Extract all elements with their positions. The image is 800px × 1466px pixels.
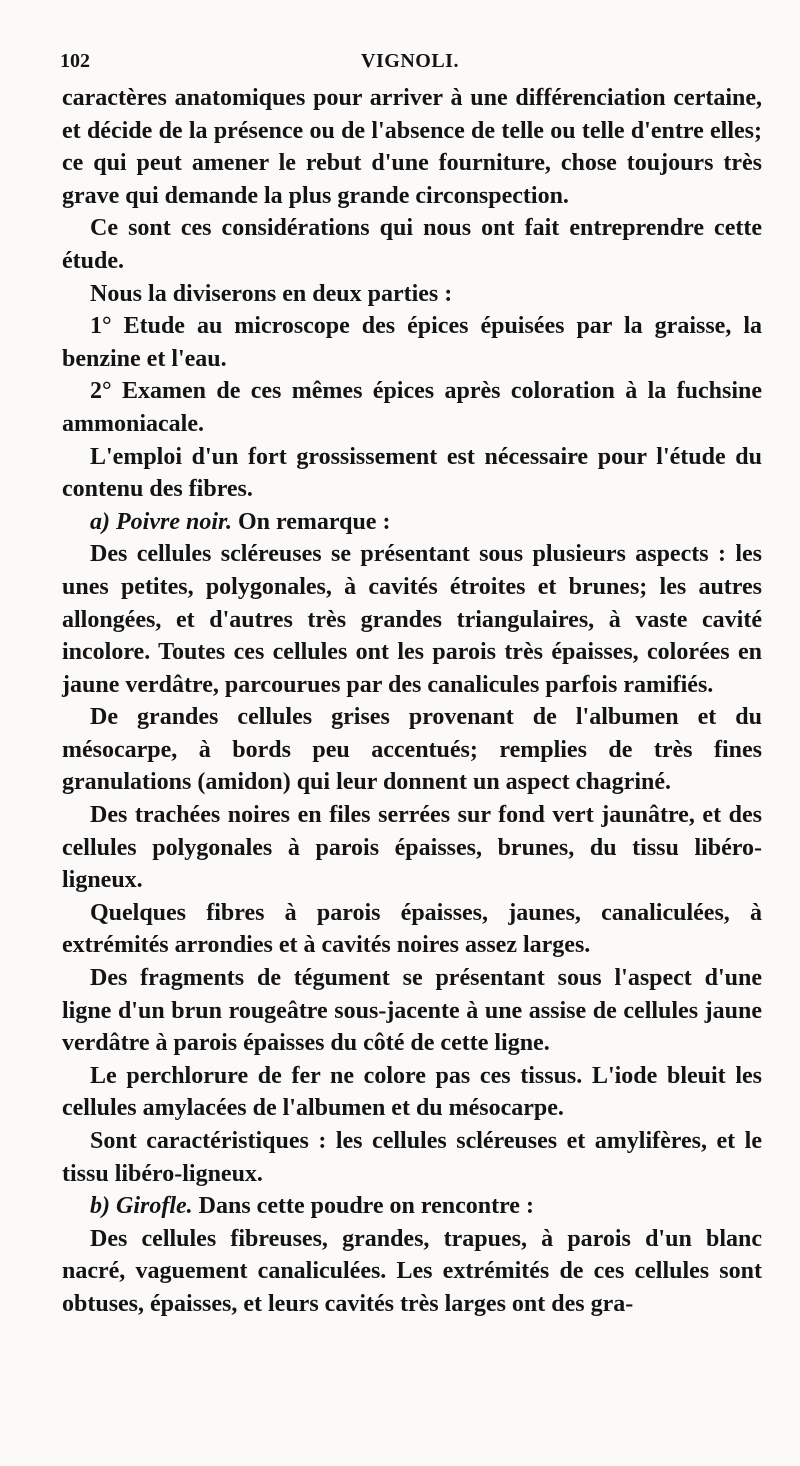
paragraph-fibres: Quelques fibres à parois épaisses, jaunes, canaliculées, à extrémités arrondies et à cavités noires assez larges. [62,899,762,959]
paragraph-part-two: 2° Examen de ces mêmes épices après coloration à la fuchsine ammoniacale. [62,378,762,437]
paragraph-continuation: caractères anatomiques pour arriver à une différenciation certaine, et décide de la présence ou de l'absence de telle ou telle d'entre elles; ce qui peut amener le rebut d'une fourniture, chose toujours très grave qui demande la plus grande circonspection. [62,85,762,209]
section-marker: a) [90,508,110,535]
paragraph-tegument: Des fragments de tégument se présentant sous l'aspect d'une ligne d'un brun rougeâtre sous-jacente à une assise de cellules jaune verdâtre à parois épaisses du côté de cette ligne. [62,965,762,1057]
section-title: Poivre noir. [116,508,233,535]
paragraph-characteristics: Sont caractéristiques : les cellules scléreuses et amylifères, et le tissu libéro-ligneux. [62,1128,762,1187]
paragraph-reagents: Le perchlorure de fer ne colore pas ces tissus. L'iode bleuit les cellules amylacées de l'albumen et du mésocarpe. [62,1062,762,1122]
section-marker: b) [90,1193,110,1220]
paragraph-tracheae: Des trachées noires en files serrées sur fond vert jaunâtre, et des cellules polygonales à parois épaisses, brunes, du tissu libéro-ligneux. [62,802,762,894]
paragraph-magnification: L'emploi d'un fort grossissement est nécessaire pour l'étude du contenu des fibres. [62,443,762,503]
section-intro: Dans cette poudre on rencontre : [198,1193,534,1220]
section-title: Girofle. [116,1193,193,1220]
running-head [60,46,760,76]
paragraph-part-one: 1° Etude au microscope des épices épuisées par la graisse, la benzine et l'eau. [62,313,762,372]
paragraph-grey-cells: De grandes cellules grises provenant de l'albumen et du mésocarpe, à bords peu accentués; remplies de très fines granulations (amidon) qui leur donnent un aspect chagriné. [62,704,762,796]
paragraph-sclereid-cells: Des cellules scléreuses se présentant sous plusieurs aspects : les unes petites, polygonales, à cavités étroites et brunes; les autres allongées, et d'autres très grandes triangulaires, à vaste cavité incolore. Toutes ces cellules ont les parois très épaisses, colorées en jaune verdâtre, parcourues par des canalicules parfois ramifiés. [62,541,762,698]
running-title: VIGNOLI. [361,50,459,72]
section-intro: On remarque : [238,508,391,535]
body-text [62,82,762,1321]
paragraph-considerations: Ce sont ces considérations qui nous ont fait entreprendre cette étude. [62,215,762,274]
section-heading-poivre-noir [62,506,762,539]
page-number: 102 [60,50,90,72]
section-heading-girofle [62,1190,762,1223]
paragraph-division: Nous la diviserons en deux parties : [90,280,453,307]
paragraph-fibrous-cells: Des cellules fibreuses, grandes, trapues, à parois d'un blanc nacré, vaguement canaliculées. Les extrémités de ces cellules sont obtuses, épaisses, et leurs cavités très larges ont des gra- [62,1225,762,1317]
